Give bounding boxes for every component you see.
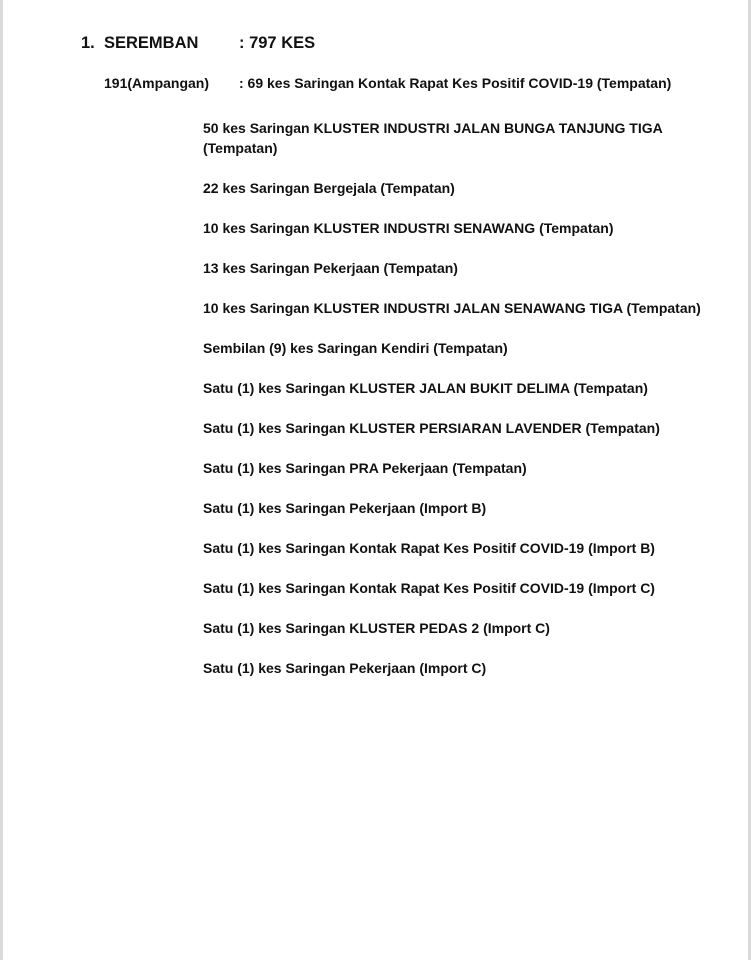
case-entry: Satu (1) kes Saringan Pekerjaan (Import C) [203,660,487,676]
page-edge-left [0,0,3,960]
case-entry: 13 kes Saringan Pekerjaan (Tempatan) [203,260,458,276]
subdistrict-code: 191(Ampangan) [104,75,210,91]
district-heading [0,34,751,56]
case-entry: Satu (1) kes Saringan Pekerjaan (Import B) [203,500,487,516]
case-entry: Sembilan (9) kes Saringan Kendiri (Tempatan) [203,340,508,356]
case-entry: 10 kes Saringan KLUSTER INDUSTRI SENAWANG (Tempatan) [203,220,614,236]
case-entry: Satu (1) kes Saringan Kontak Rapat Kes Positif COVID-19 (Import C) [203,580,655,596]
subdistrict-first-entry: : 69 kes Saringan Kontak Rapat Kes Positif COVID-19 (Tempatan) [239,75,672,91]
case-entry: Satu (1) kes Saringan KLUSTER PERSIARAN LAVENDER (Tempatan) [203,420,660,436]
case-entry: 50 kes Saringan KLUSTER INDUSTRI JALAN BUNGA TANJUNG TIGA (Tempatan) [203,120,663,156]
case-entry: Satu (1) kes Saringan KLUSTER JALAN BUKIT DELIMA (Tempatan) [203,380,648,396]
case-entry: 10 kes Saringan KLUSTER INDUSTRI JALAN SENAWANG TIGA (Tempatan) [203,300,701,316]
case-entry-list [203,118,703,698]
case-entry: Satu (1) kes Saringan PRA Pekerjaan (Tempatan) [203,460,527,476]
subdistrict-row [0,75,751,95]
heading-place: SEREMBAN [104,34,199,52]
case-entry: Satu (1) kes Saringan KLUSTER PEDAS 2 (Import C) [203,620,550,636]
case-entry: 22 kes Saringan Bergejala (Tempatan) [203,180,455,196]
heading-number: 1. [81,34,95,52]
heading-total: : 797 KES [239,34,316,52]
case-entry: Satu (1) kes Saringan Kontak Rapat Kes Positif COVID-19 (Import B) [203,540,655,556]
